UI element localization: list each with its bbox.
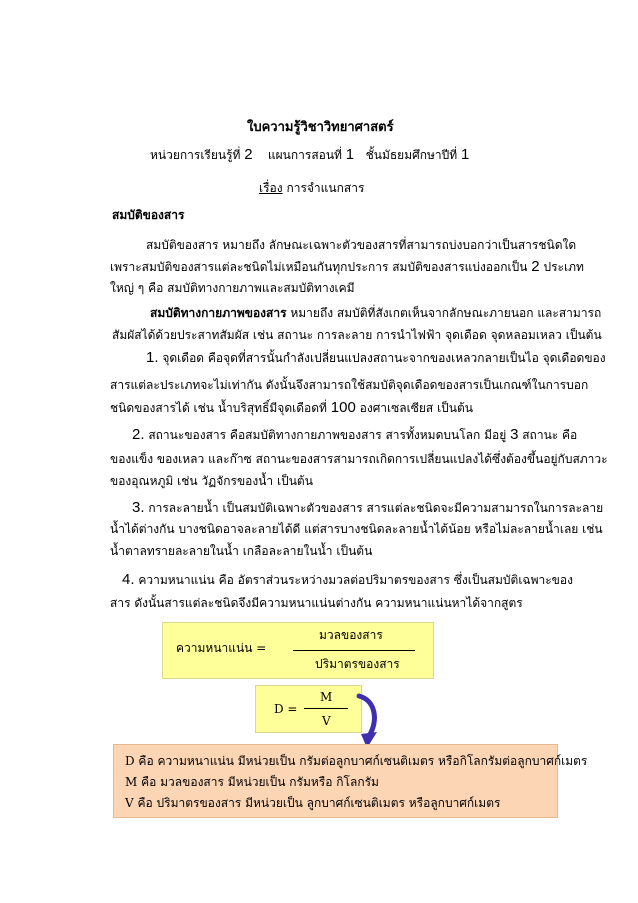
variable-legend-box	[113, 744, 588, 818]
item-2-line-3: ของอุณหภูมิ เช่น วัฏจักรของน้ำ เป็นต้น	[110, 474, 313, 488]
topic-line	[259, 180, 364, 196]
item-3-line-3: น้ำตาลทรายละลายในน้ำ เกลือละลายในน้ำ เป็นต้น	[110, 544, 373, 558]
item-1-line-1	[146, 350, 606, 366]
item-3-number: 3.	[132, 499, 145, 516]
item-2-text-1: สถานะของสาร คือสมบัติทางกายภาพของสาร สารทั้งหมดบนโลก มีอยู่	[148, 428, 507, 442]
item-1-text-3: ชนิดของสารได้ เช่น น้ำบริสุทธิ์มีจุดเดือดที่	[110, 401, 327, 415]
item-1-line-3	[110, 400, 473, 416]
unit-label: หน่วยการเรียนรู้ที่	[150, 148, 241, 162]
plan-number: 1	[345, 146, 355, 163]
physical-heading: สมบัติทางกายภาพของสาร	[150, 306, 287, 320]
grade-number: 1	[461, 146, 470, 163]
item-3-line-1	[132, 500, 603, 516]
formula-fraction-bar	[293, 650, 415, 651]
item-4-line-1	[122, 572, 573, 588]
item-4-number: 4.	[122, 571, 135, 588]
legend-density: D คือ ความหนาแน่น มีหน่วยเป็น กรัมต่อลูกบาศก์เซนติเมตร หรือกิโลกรัมต่อลูกบาศก์เมตร	[125, 754, 588, 768]
item-2-line-2: ของแข็ง ของเหลว และก๊าซ สถานะของสารสามารถเกิดการเปลี่ยนแปลงได้ซึ่งต้องขึ้นอยู่กับสภาวะ	[110, 452, 608, 466]
item-2-line-1	[132, 427, 577, 443]
item-1-text-1: จุดเดือด คือจุดที่สารนั้นกำลังเปลี่ยนแปลงสถานะจากของเหลวกลายเป็นไอ จุดเดือดของ	[162, 351, 606, 365]
item-2-text-1-tail: สถานะ คือ	[522, 428, 578, 442]
physical-line-2: สัมผัสได้ด้วยประสาทสัมผัส เช่น สถานะ การละลาย การนำไฟฟ้า จุดเดือด จุดหลอมเหลว เป็นต้น	[112, 328, 602, 342]
item-4-line-2: สาร ดังนั้นสารแต่ละชนิดจึงมีความหนาแน่นต่างกัน ความหนาแน่นหาได้จากสูตร	[110, 596, 523, 610]
page-title: ใบความรู้วิชาวิทยาศาสตร์	[247, 120, 394, 135]
intro-line-2-tail: ประเภท	[543, 260, 584, 274]
symbol-fraction-bar	[304, 708, 348, 709]
density-formula-box	[162, 622, 434, 679]
item-1-text-3-tail: องศาเซลเซียส เป็นต้น	[359, 401, 473, 415]
header-info-line	[150, 147, 469, 163]
intro-line-3: ใหญ่ ๆ คือ สมบัติทางกายภาพและสมบัติทางเคมี	[110, 281, 355, 295]
symbol-denominator: V	[322, 714, 331, 728]
intro-line-2-text: เพราะสมบัติของสารแต่ละชนิดไม่เหมือนกันทุกประการ สมบัติของสารแบ่งออกเป็น	[110, 260, 528, 274]
item-1-number: 1.	[146, 349, 159, 366]
item-1-line-2: สารแต่ละประเภทจะไม่เท่ากัน ดังนั้นจึงสามารถใช้สมบัติจุดเดือดของสารเป็นเกณฑ์ในการบอก	[110, 378, 589, 392]
grade-label: ชั้นมัธยมศึกษาปีที่	[365, 148, 458, 162]
topic-prefix: เรื่อง	[259, 181, 283, 195]
plan-label: แผนการสอนที่	[267, 148, 342, 162]
legend-volume: V คือ ปริมาตรของสาร มีหน่วยเป็น ลูกบาศก์เซนติเมตร หรือลูกบาศก์เมตร	[125, 796, 501, 810]
item-2-number-3: 3	[510, 426, 519, 443]
curved-arrow-icon	[355, 690, 385, 752]
item-1-number-100: 100	[330, 399, 356, 416]
symbol-formula-box	[255, 685, 362, 733]
physical-line-1-text: หมายถึง สมบัติที่สังเกตเห็นจากลักษณะภายนอก และสามารถ	[290, 306, 602, 320]
legend-mass: M คือ มวลของสาร มีหน่วยเป็น กรัมหรือ กิโลกรัม	[125, 775, 379, 789]
formula-denominator: ปริมาตรของสาร	[315, 657, 400, 671]
symbol-lhs: D =	[274, 702, 298, 716]
intro-line-1: สมบัติของสาร หมายถึง ลักษณะเฉพาะตัวของสารที่สามารถบ่งบอกว่าเป็นสารชนิดใด	[146, 238, 577, 252]
section-heading: สมบัติของสาร	[112, 208, 185, 222]
item-4-text-1: ความหนาแน่น คือ อัตราส่วนระหว่างมวลต่อปริมาตรของสาร ซึ่งเป็นสมบัติเฉพาะของ	[138, 573, 573, 587]
symbol-numerator: M	[320, 690, 333, 704]
item-2-number: 2.	[132, 426, 145, 443]
topic-title: การจำแนกสาร	[286, 181, 365, 195]
intro-line-2	[110, 259, 584, 275]
item-3-line-2: น้ำได้ต่างกัน บางชนิดอาจละลายได้ดี แต่สารบางชนิดละลายน้ำได้น้อย หรือไม่ละลายน้ำเลย เช่น	[110, 522, 603, 536]
intro-line-2-number: 2	[531, 258, 540, 275]
physical-line-1	[150, 305, 601, 321]
formula-lhs: ความหนาแน่น =	[176, 641, 267, 655]
item-3-text-1: การละลายน้ำ เป็นสมบัติเฉพาะตัวของสาร สารแต่ละชนิดจะมีความสามารถในการละลาย	[148, 501, 604, 515]
formula-numerator: มวลของสาร	[319, 628, 383, 642]
unit-number: 2	[244, 146, 253, 163]
